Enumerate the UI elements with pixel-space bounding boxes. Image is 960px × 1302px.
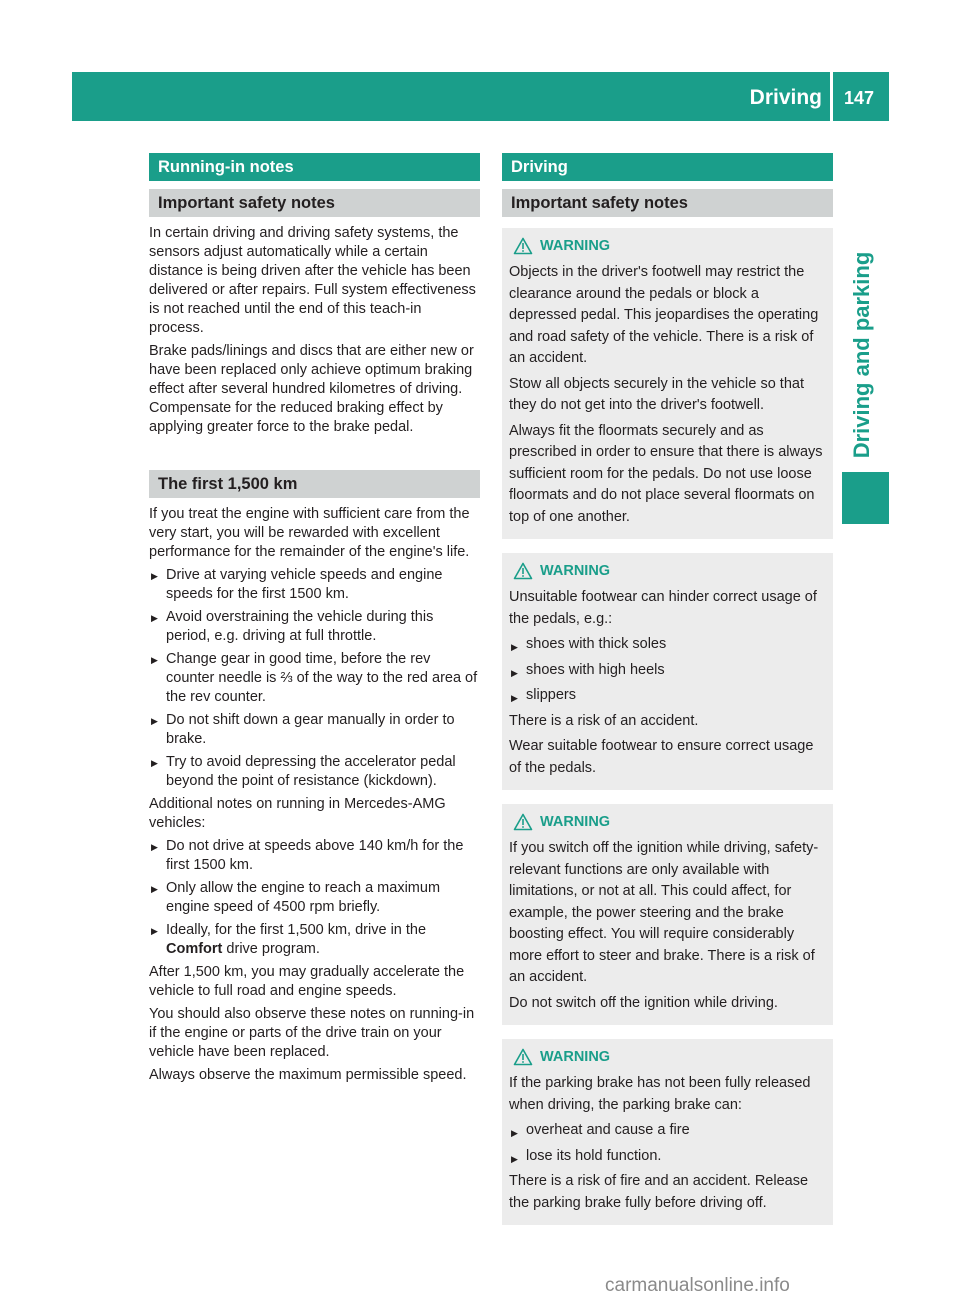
warning-title: [509, 1045, 826, 1069]
list-item: ▶ shoes with thick soles: [509, 634, 826, 656]
warning-triangle-icon: [513, 237, 533, 255]
paragraph: Always observe the maximum permissible speed.: [149, 1067, 467, 1083]
list-item: ▶ overheat and cause a fire: [509, 1120, 826, 1142]
page-number: 147: [844, 88, 875, 108]
list-item: ▶ Drive at varying vehicle speeds and engine speeds for the first 1500 km.: [149, 566, 480, 604]
list-item: ▶ lose its hold function.: [509, 1146, 826, 1168]
list-item: ▶ Try to avoid depressing the accelerator pedal beyond the point of resistance (kickdown).: [149, 753, 480, 791]
subheading-safety-notes: Important safety notes: [502, 189, 833, 217]
warning-box: [502, 804, 833, 1025]
warning-label: WARNING: [540, 563, 611, 579]
paragraph: Additional notes on running in Mercedes-AMG vehicles:: [149, 796, 446, 831]
watermark: carmanualsonline.info: [605, 1275, 790, 1296]
paragraph: If the parking brake has not been fully released when driving, the parking brake can:: [509, 1075, 811, 1113]
header-divider: [830, 72, 833, 121]
section-title: Driving: [749, 86, 822, 109]
list-item: ▶ slippers: [509, 685, 826, 707]
list-item: ▶ shoes with high heels: [509, 660, 826, 682]
paragraph: You should also observe these notes on running-in if the engine or parts of the drive train on your vehicle have been replaced.: [149, 1006, 475, 1060]
subheading-first-1500: The first 1,500 km: [149, 470, 480, 498]
list-item-text: Ideally, for the first 1,500 km, drive in the: [166, 922, 427, 938]
list-item-text: drive program.: [226, 941, 320, 957]
side-tab-label: [842, 250, 882, 460]
warning-label: WARNING: [540, 814, 611, 830]
paragraph: There is a risk of an accident.: [509, 712, 699, 729]
list-item: ▶ Do not drive at speeds above 140 km/h for the first 1500 km.: [149, 837, 480, 875]
paragraph: Wear suitable footwear to ensure correct usage of the pedals.: [509, 738, 814, 776]
paragraph: In certain driving and driving safety systems, the sensors adjust automatically while a certain distance is being driven after the vehicle has been delivered or after repairs. Full system effectiveness is not reached until the end of this teach-in process.: [149, 225, 476, 336]
warning-title: [509, 234, 826, 258]
section-heading-driving: Driving: [502, 153, 833, 181]
warning-label: WARNING: [540, 238, 611, 254]
section-heading-running-in: Running-in notes: [149, 153, 480, 181]
subheading-safety-notes: Important safety notes: [149, 189, 480, 217]
right-column: [502, 153, 833, 1225]
list-item: ▶ Only allow the engine to reach a maximum engine speed of 4500 rpm briefly.: [149, 879, 480, 917]
warning-box: [502, 553, 833, 790]
header-bar: [72, 72, 889, 121]
paragraph: There is a risk of fire and an accident. Release the parking brake fully before driving off.: [509, 1173, 809, 1211]
program-name: Comfort: [166, 941, 223, 957]
list-item: [149, 921, 480, 959]
paragraph: Unsuitable footwear can hinder correct usage of the pedals, e.g.:: [509, 589, 817, 627]
warning-triangle-icon: [513, 1048, 533, 1066]
paragraph: If you switch off the ignition while driving, safety-relevant functions are only available with limitations, or not at all. This could affect, for example, the power steering and the brake boosting effect. You will require considerably more effort to steer and brake. There is a risk of an accident.: [509, 840, 819, 985]
paragraph: Do not switch off the ignition while driving.: [509, 994, 778, 1011]
list-item: ▶ Do not shift down a gear manually in order to brake.: [149, 711, 480, 749]
warning-title: [509, 559, 826, 583]
list-item: ▶ Change gear in good time, before the rev counter needle is ⅔ of the way to the red area of the rev counter.: [149, 650, 480, 707]
paragraph: Brake pads/linings and discs that are either new or have been replaced only achieve optimum braking effect after several hundred kilometres of driving. Compensate for the reduced braking effect by applying greater force to the brake pedal.: [149, 343, 474, 435]
paragraph: Always fit the floormats securely and as prescribed in order to ensure that there is always sufficient room for the pedals. Do not use loose floormats and do not place several floormats on top of one another.: [509, 422, 823, 525]
paragraph: If you treat the engine with sufficient care from the very start, you will be rewarded with excellent performance for the remainder of the engine's life.: [149, 506, 470, 560]
side-tab-marker: [842, 472, 889, 524]
warning-triangle-icon: [513, 562, 533, 580]
warning-box: [502, 1039, 833, 1225]
paragraph: Stow all objects securely in the vehicle so that they do not get into the driver's footwell.: [509, 375, 804, 413]
warning-label: WARNING: [540, 1049, 611, 1065]
side-tab-text: Driving and parking: [849, 251, 874, 459]
paragraph: After 1,500 km, you may gradually accelerate the vehicle to full road and engine speeds.: [149, 964, 465, 999]
warning-box: [502, 228, 833, 539]
warning-title: [509, 810, 826, 834]
list-item: ▶ Avoid overstraining the vehicle during this period, e.g. driving at full throttle.: [149, 608, 480, 646]
warning-triangle-icon: [513, 813, 533, 831]
paragraph: Objects in the driver's footwell may restrict the clearance around the pedals or block a depressed pedal. This jeopardises the operating and road safety of the vehicle. There is a risk of an accident.: [509, 264, 819, 366]
left-column: [149, 153, 480, 1089]
